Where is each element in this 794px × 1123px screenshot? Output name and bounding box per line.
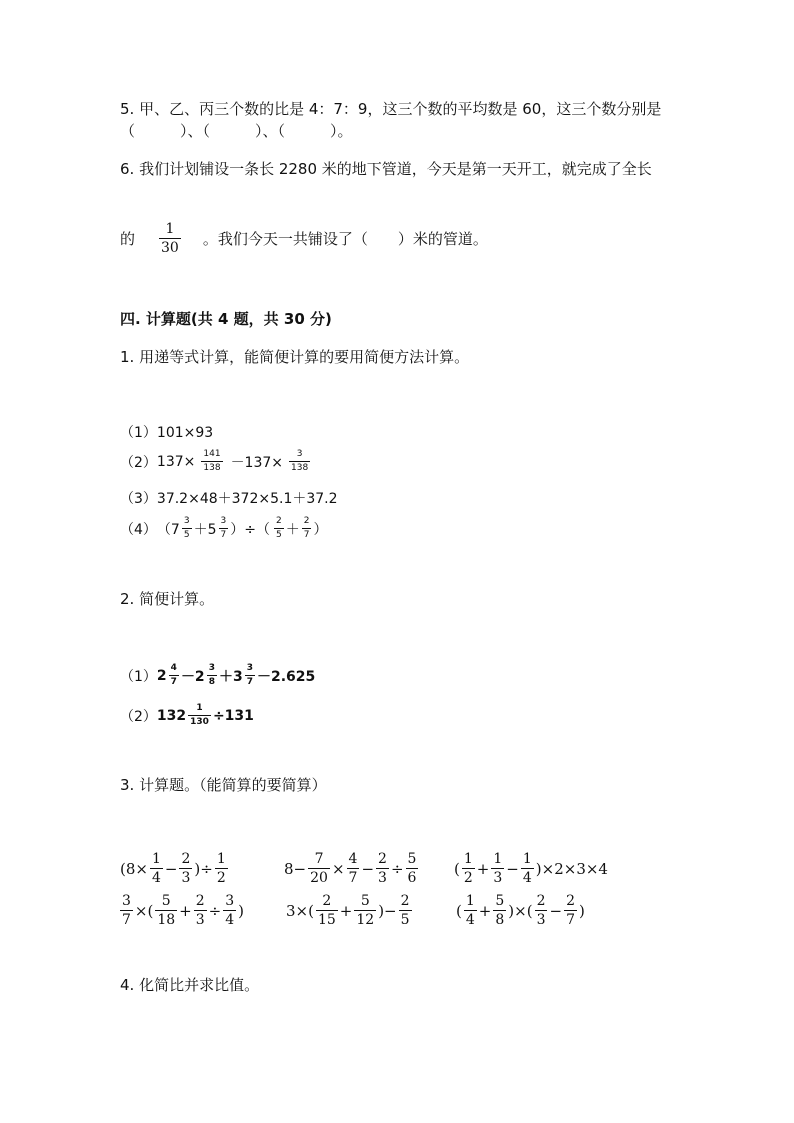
frac-den: 3: [378, 870, 387, 886]
frac-den: 6: [407, 870, 417, 886]
frac-num: 2: [316, 894, 338, 911]
frac-num: 3: [182, 517, 192, 529]
frac-num: 1: [465, 893, 475, 909]
frac-num: 1: [522, 851, 532, 867]
frac-den: 7: [246, 677, 253, 687]
c1-item-2-frac1: [201, 450, 222, 473]
frac-num: 4: [348, 851, 358, 867]
c3-e5-frac2: [354, 894, 376, 927]
c3-e5-a: 3×(: [286, 901, 314, 920]
c1-item-1: [120, 422, 213, 442]
c3-expr-3: [454, 852, 608, 885]
frac-num: 5: [354, 894, 376, 911]
frac-den: 7: [122, 912, 131, 928]
frac-num: 2: [566, 893, 575, 909]
c1-item-4-close: ）÷（: [230, 521, 270, 538]
c3-e1-b: −: [164, 859, 178, 878]
c1-item-2-frac2: [289, 450, 310, 473]
c3-e6-c: )×(: [508, 901, 533, 920]
c1-item-3-label: （3）: [120, 491, 157, 507]
frac-num: 2: [195, 893, 205, 909]
frac-num: 4: [169, 664, 179, 676]
frac-den: 2: [463, 870, 473, 886]
q6-frac-num: 1: [159, 222, 181, 239]
c3-prompt: 3. 计算题。（能简算的要简算）: [120, 776, 327, 794]
c2-item-1-frac2: [207, 664, 217, 687]
c1-item-4-plus1: ＋5: [193, 521, 217, 538]
c3-e6-e: ): [578, 901, 585, 920]
frac-num: 3: [122, 893, 131, 909]
frac-num: 3: [207, 664, 217, 676]
c2-item-2-label: （2）: [120, 708, 157, 725]
frac-num: 2: [181, 851, 191, 867]
c3-e3-frac2: [491, 852, 504, 885]
c3-expr-6: [456, 894, 585, 927]
c3-e1-c: )÷: [194, 859, 213, 878]
c3-e1-frac3: [215, 852, 228, 885]
c1-item-3-expr: 37.2×48＋372×5.1＋37.2: [156, 491, 338, 507]
c1-item-4-open: （7: [156, 521, 180, 538]
frac-den: 5: [400, 912, 410, 928]
c2-item-2: [120, 704, 254, 727]
c1-item-4-plus2: ＋: [285, 521, 300, 538]
c2-item-1-frac3: [245, 664, 255, 687]
c2-item-1-op1: －2: [180, 668, 205, 685]
frac-den: 4: [465, 912, 475, 928]
frac-den: 8: [495, 912, 505, 928]
c3-e3-b: +: [476, 859, 490, 878]
frac-num: 1: [151, 851, 161, 867]
frac-den: 8: [208, 677, 215, 687]
frac-den: 12: [356, 912, 375, 928]
frac-den: 3: [195, 912, 205, 928]
frac-den: 15: [317, 912, 336, 928]
c3-e6-d: −: [549, 901, 563, 920]
c3-expr-4: [120, 894, 244, 927]
frac-den: 4: [151, 870, 161, 886]
c1-item-2: [120, 450, 310, 473]
c3-expr-1: [120, 852, 230, 885]
c2-item-1-label: （1）: [120, 668, 157, 685]
c1-item-2-mid: －137×: [230, 454, 284, 471]
frac-den: 3: [181, 870, 191, 886]
frac-num: 5: [155, 894, 177, 911]
frac-den: 7: [170, 677, 177, 687]
frac-den: 20: [310, 870, 328, 886]
c3-e4-d: ): [238, 901, 245, 920]
frac-num: 2: [400, 893, 410, 909]
c1-item-1-expr: 101×93: [156, 425, 214, 441]
c3-e4-frac1: [155, 894, 177, 927]
frac-num: 5: [407, 851, 417, 867]
q5-line1: 5. 甲、乙、丙三个数的比是 4：7：9，这三个数的平均数是 60，这三个数分别是: [120, 100, 662, 118]
frac-den: 7: [348, 870, 358, 886]
frac-den: 4: [522, 870, 532, 886]
c1-item-4-label: （4）: [120, 521, 157, 538]
c3-e6-a: (: [456, 901, 462, 920]
frac-den: 18: [157, 912, 176, 928]
c3-e2-frac1: [308, 852, 330, 885]
frac-den: 7: [566, 912, 575, 928]
frac-num: 2: [302, 517, 312, 529]
c3-e6-frac2: [493, 894, 506, 927]
frac-den: 7: [220, 530, 227, 540]
frac-num: 3: [289, 450, 310, 462]
c3-e5-c: )−: [378, 901, 397, 920]
c3-e2-frac3: [376, 852, 389, 885]
c3-e3-frac1: [462, 852, 475, 885]
frac-num: 5: [495, 893, 505, 909]
c3-e4-c: ÷: [208, 901, 222, 920]
c3-expr-5: [286, 894, 414, 927]
c2-item-2-frac1: [188, 704, 211, 727]
c3-e3-a: (: [454, 859, 460, 878]
c1-item-2-a: 137×: [156, 453, 196, 470]
frac-num: 2: [274, 517, 284, 529]
c3-e5-b: +: [339, 901, 353, 920]
frac-num: 1: [493, 851, 503, 867]
c3-e4-frac3: [223, 894, 236, 927]
frac-den: 3: [493, 870, 503, 886]
c2-item-1-whole1: 2: [156, 667, 167, 684]
q6-suffix: 。我们今天一共铺设了（ ）米的管道。: [202, 230, 488, 248]
c1-item-4-frac1: [182, 517, 192, 540]
c3-e2-c: −: [361, 859, 375, 878]
frac-num: 1: [188, 704, 211, 716]
c3-e4-frac2: [194, 894, 207, 927]
c1-prompt: 1. 用递等式计算，能简便计算的要用简便方法计算。: [120, 348, 470, 366]
c3-e6-frac4: [564, 894, 577, 927]
c3-e5-frac3: [399, 894, 412, 927]
c1-item-4-frac2: [219, 517, 229, 540]
frac-num: 2: [536, 893, 546, 909]
c3-e2-frac4: [406, 852, 419, 885]
c2-item-1: [120, 664, 315, 687]
c1-item-4-frac4: [302, 517, 312, 540]
c3-e6-frac1: [464, 894, 477, 927]
c3-e2-frac2: [347, 852, 360, 885]
frac-den: 138: [291, 463, 309, 473]
frac-num: 141: [201, 450, 222, 462]
c3-e3-d: )×2×3×4: [535, 859, 608, 878]
c3-e2-a: 8−: [284, 859, 307, 878]
frac-den: 2: [216, 870, 226, 886]
q6-fraction: [159, 222, 181, 255]
frac-den: 3: [536, 912, 546, 928]
c1-item-4: [120, 517, 327, 540]
c3-e2-d: ÷: [390, 859, 404, 878]
section4-heading: 四. 计算题(共 4 题，共 30 分): [120, 310, 332, 328]
c3-e2-b: ×: [331, 859, 345, 878]
q5-line2: （ ）、（ ）、（ ）。: [120, 122, 353, 140]
c1-item-4-end: ）: [313, 521, 328, 538]
frac-num: 3: [219, 517, 229, 529]
c2-item-1-frac1: [169, 664, 179, 687]
frac-num: 1: [216, 851, 226, 867]
c2-item-1-op2: ＋3: [218, 668, 243, 685]
c2-item-2-whole1: 132: [156, 707, 187, 724]
c3-e1-a: (8×: [120, 859, 148, 878]
c3-e3-frac3: [521, 852, 534, 885]
frac-num: 3: [245, 664, 255, 676]
c3-e3-c: −: [506, 859, 519, 878]
c3-expr-2: [284, 852, 420, 885]
c2-item-2-tail: ÷131: [212, 707, 254, 724]
c4-prompt: 4. 化简比并求比值。: [120, 976, 260, 994]
c3-e6-frac3: [535, 894, 548, 927]
c3-e4-a: ×(: [134, 901, 154, 920]
frac-den: 138: [203, 463, 221, 473]
frac-den: 5: [275, 530, 282, 540]
frac-den: 4: [225, 912, 235, 928]
c3-e4-frac0: [120, 894, 133, 927]
frac-num: 1: [463, 851, 473, 867]
c3-e5-frac1: [316, 894, 338, 927]
c2-item-1-tail: －2.625: [256, 668, 316, 685]
q6-frac-den: 30: [161, 240, 179, 256]
frac-num: 3: [225, 893, 235, 909]
frac-den: 5: [183, 530, 190, 540]
frac-den: 7: [303, 530, 310, 540]
q6-prefix: 的: [120, 230, 136, 248]
c3-e1-frac2: [179, 852, 192, 885]
c1-item-3: [120, 488, 338, 508]
c3-e6-b: +: [478, 901, 492, 920]
frac-den: 130: [190, 717, 209, 727]
frac-num: 7: [308, 852, 330, 869]
q6-line1: 6. 我们计划铺设一条长 2280 米的地下管道，今天是第一天开工，就完成了全长: [120, 160, 652, 178]
c1-item-2-label: （2）: [120, 454, 157, 471]
q6-line2: [120, 222, 488, 255]
c2-prompt: 2. 简便计算。: [120, 590, 215, 608]
c3-e4-b: +: [179, 901, 192, 920]
c1-item-4-frac3: [274, 517, 284, 540]
frac-num: 2: [378, 851, 387, 867]
c3-e1-frac1: [150, 852, 163, 885]
c1-item-1-label: （1）: [120, 425, 157, 441]
